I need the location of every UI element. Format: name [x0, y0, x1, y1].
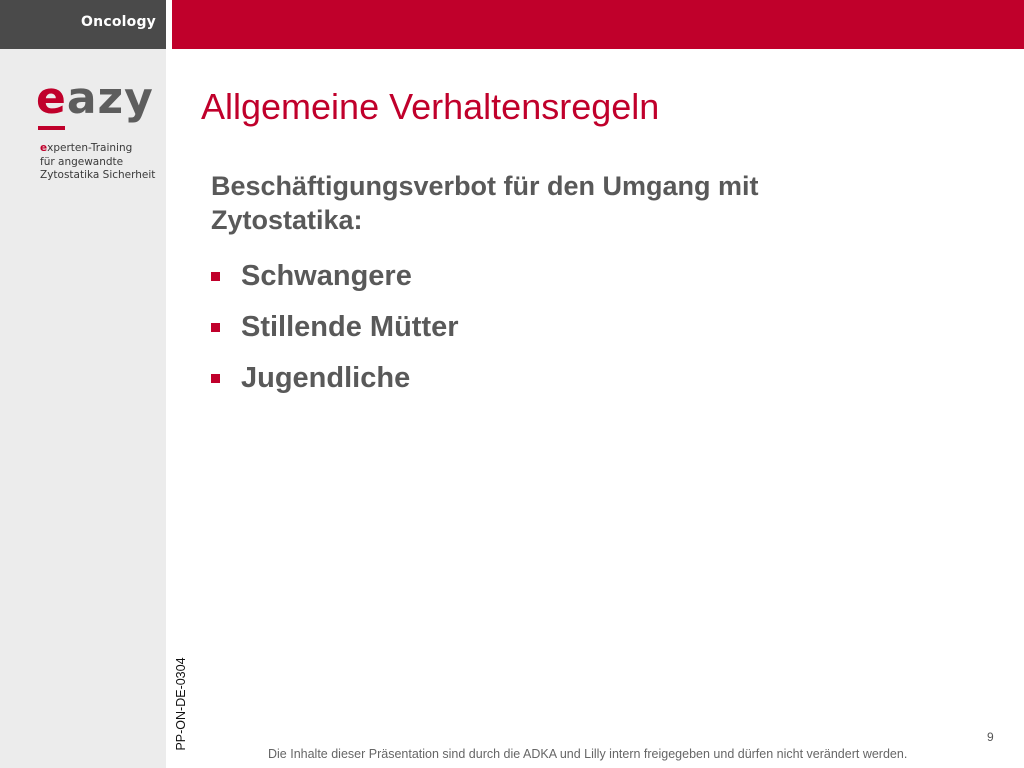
bullet-text: Jugendliche [241, 362, 411, 394]
top-brand-bar [172, 0, 1024, 49]
bullet-item [211, 302, 459, 353]
bullet-text: Stillende Mütter [241, 311, 459, 343]
logo-wordmark: azy [66, 73, 154, 124]
logo-subtitle-line-2: für angewandte [40, 155, 124, 168]
logo-underline [38, 126, 65, 130]
footer-disclaimer: Die Inhalte dieser Präsentation sind durch die ADKA und Lilly intern freigegeben und dürfen nicht verändert werden. [268, 747, 908, 761]
logo-subtitle-line-1: experten-Training [40, 142, 133, 154]
bullet-list [211, 251, 459, 404]
logo-subtitle-accent: e [40, 142, 48, 154]
logo-subtitle [40, 142, 160, 183]
square-bullet-icon [211, 374, 220, 383]
document-code: PP-ON-DE-0304 [174, 657, 188, 751]
square-bullet-icon [211, 323, 220, 332]
eazy-logo [36, 74, 154, 124]
bullet-text: Schwangere [241, 260, 412, 292]
page-number: 9 [987, 730, 994, 744]
oncology-tab [0, 0, 166, 49]
bullet-item [211, 353, 459, 404]
bullet-item [211, 251, 459, 302]
logo-accent-letter: e [36, 73, 67, 124]
lead-text: Beschäftigungsverbot für den Umgang mit Zytostatika: [211, 171, 759, 235]
slide-title: Allgemeine Verhaltensregeln [201, 86, 660, 127]
logo-subtitle-line-3: Zytostatika Sicherheit [40, 169, 156, 181]
oncology-label: Oncology [81, 14, 156, 30]
square-bullet-icon [211, 272, 220, 281]
